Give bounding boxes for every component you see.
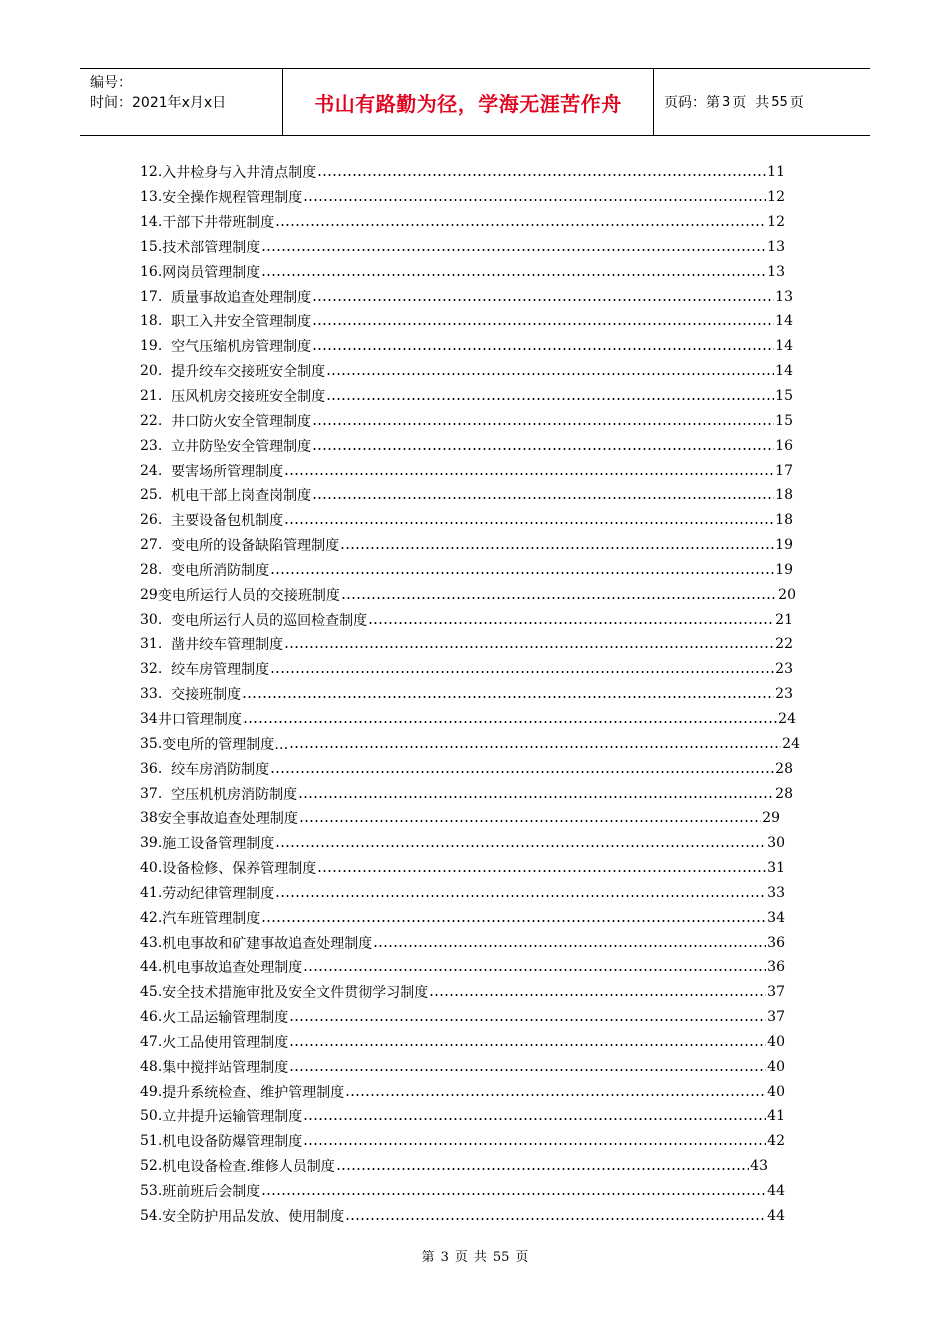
toc-entry-number: 50. [140,1108,163,1125]
toc-entry-title: 凿井绞车管理制度 [171,637,284,654]
toc-entry [140,359,793,384]
toc-leader-dots [270,572,774,574]
toc-entry [140,1030,785,1055]
toc-entry-page: 28 [775,785,793,802]
time-label: 时间： [90,95,132,111]
toc-leader-dots [275,895,766,897]
toc-entry-title: 空压机机房消防制度 [171,786,298,803]
toc-entry [140,930,785,955]
toc-entry-number: 36. [140,760,172,777]
toc-entry-title: 火工品使用管理制度 [162,1034,289,1051]
toc-entry [140,508,793,533]
toc-entry-number: 29 [140,586,158,603]
toc-entry-title: 机电设备检查.维修人员制度 [162,1159,335,1176]
toc-entry-number: 37. [140,785,172,802]
toc-entry-number: 15. [140,238,163,255]
toc-entry-page: 22 [775,636,793,653]
toc-leader-dots [243,721,777,723]
toc-entry-number: 44. [140,959,163,976]
toc-entry-page: 41 [767,1108,785,1125]
toc-entry-page: 13 [767,263,785,280]
toc-entry-number: 13. [140,189,163,206]
toc-entry-title: 入井检身与入井清点制度 [162,165,317,182]
toc-entry-title: 设备检修、保养管理制度 [162,861,317,878]
toc-leader-dots [289,1044,766,1046]
toc-entry-title: 技术部管理制度 [162,239,261,256]
toc-entry-title: 空气压缩机房管理制度 [171,339,312,356]
toc-leader-dots [261,274,766,276]
toc-entry-title: 安全技术措施审批及安全文件贯彻学习制度 [162,985,429,1002]
toc-leader-dots [284,473,774,475]
toc-leader-dots [298,796,774,798]
toc-entry-title: 安全防护用品发放、使用制度 [162,1208,345,1225]
toc-entry-page: 13 [775,288,793,305]
toc-entry-number: 45. [140,984,163,1001]
toc-entry-number: 49. [140,1083,163,1100]
toc-entry-number: 28. [140,561,172,578]
toc-leader-dots [284,646,774,648]
toc-entry-number: 19. [140,338,172,355]
toc-entry-number: 53. [140,1183,163,1200]
toc-entry-title: 安全操作规程管理制度 [162,190,303,207]
toc-entry [140,558,793,583]
motto-text: 书山有路勤为径，学海无涯苦作舟 [314,91,622,116]
toc-leader-dots [312,348,774,350]
toc-entry [140,657,793,682]
toc-leader-dots [299,820,761,822]
toc-entry-page: 16 [775,437,793,454]
toc-entry-number: 31. [140,636,172,653]
toc-leader-dots [261,920,766,922]
toc-entry-title: 汽车班管理制度 [162,910,261,927]
toc-entry-number: 32. [140,661,172,678]
toc-entry-page: 42 [767,1133,785,1150]
toc-entry [140,955,785,980]
toc-entry-number: 14. [140,214,163,231]
toc-leader-dots [312,299,774,301]
toc-entry-page: 15 [775,412,793,429]
toc-entry-title: 提升系统检查、维护管理制度 [162,1084,345,1101]
toc-entry-title: 机电事故和矿建事故追查处理制度 [162,935,373,952]
toc-entry-page: 13 [767,238,785,255]
toc-entry-number: 34 [140,710,158,727]
footer-suffix: 页 [515,1250,529,1265]
toc-leader-dots [261,249,766,251]
toc-leader-dots [289,1019,766,1021]
toc-entry-title: 机电事故追查处理制度 [162,960,303,977]
toc-leader-dots [341,597,777,599]
toc-entry [140,607,793,632]
toc-entry-title: 网岗员管理制度 [162,264,261,281]
page-total: 55 [771,94,788,110]
toc-leader-dots [303,969,766,971]
toc-leader-dots [270,671,774,673]
toc-entry-title: 井口防火安全管理制度 [171,413,312,430]
toc-entry-page: 18 [775,487,793,504]
toc-entry [140,408,793,433]
toc-entry-number: 26. [140,512,172,529]
toc-entry-number: 39. [140,835,163,852]
toc-leader-dots [312,423,774,425]
document-header [80,68,870,136]
toc-entry-title: 要害场所管理制度 [171,463,284,480]
toc-entry-page: 20 [778,586,796,603]
toc-entry-title: 主要设备包机制度 [171,513,284,530]
toc-entry-number: 38 [140,810,158,827]
toc-entry [140,1203,785,1228]
page-footer [0,1246,950,1265]
toc-entry [140,682,793,707]
toc-entry-page: 36 [767,934,785,951]
toc-entry-page: 15 [775,388,793,405]
toc-entry [140,781,793,806]
toc-leader-dots [312,448,774,450]
time-line [90,93,282,113]
toc-entry [140,533,793,558]
toc-leader-dots [242,696,774,698]
toc-entry-page: 29 [762,810,780,827]
toc-entry-page: 23 [775,686,793,703]
time-value: 2021年x月x日 [132,95,227,111]
toc-entry-page: 12 [767,189,785,206]
toc-entry-page: 14 [775,338,793,355]
toc-entry-number: 24. [140,462,172,479]
toc-entry [140,284,793,309]
toc-entry [140,1129,785,1154]
toc-entry-title: 立井提升运输管理制度 [162,1109,303,1126]
toc-entry-title: 安全事故追查处理制度 [157,811,298,828]
toc-leader-dots [261,1193,766,1195]
toc-entry [140,1079,785,1104]
toc-entry [140,980,785,1005]
toc-entry-page: 17 [775,462,793,479]
toc-leader-dots [312,323,774,325]
toc-entry-page: 14 [775,363,793,380]
toc-leader-dots [429,994,766,996]
table-of-contents [140,160,820,1228]
toc-entry-page: 19 [775,537,793,554]
toc-leader-dots [303,1118,766,1120]
toc-entry [140,707,796,732]
toc-entry-title: 变电所的管理制度… [162,736,289,753]
toc-entry [140,210,785,235]
toc-leader-dots [345,1094,766,1096]
header-page-info [654,69,870,135]
toc-entry [140,582,796,607]
toc-entry [140,880,785,905]
footer-mid1: 页 [454,1250,468,1265]
toc-entry-title: 变电所的设备缺陷管理制度 [171,538,340,555]
toc-entry-title: 压风机房交接班安全制度 [171,389,326,406]
toc-leader-dots [275,845,766,847]
toc-entry-page: 44 [767,1183,785,1200]
toc-entry-number: 23. [140,437,172,454]
toc-entry [140,806,780,831]
toc-leader-dots [336,1168,749,1170]
toc-entry-title: 班前班后会制度 [162,1184,261,1201]
toc-entry-page: 21 [775,611,793,628]
toc-entry-number: 18. [140,313,172,330]
page-prefix: 页码：第 [664,95,720,111]
toc-entry-page: 31 [767,860,785,877]
toc-leader-dots [326,398,774,400]
toc-entry-page: 37 [767,984,785,1001]
toc-entry [140,458,793,483]
toc-entry-title: 机电干部上岗查岗制度 [171,488,312,505]
toc-entry [140,1154,768,1179]
toc-entry-title: 职工入井安全管理制度 [171,314,312,331]
toc-entry-number: 48. [140,1058,163,1075]
toc-entry-number: 27. [140,537,172,554]
toc-entry-page: 24 [778,710,796,727]
toc-entry-number: 16. [140,263,163,280]
footer-current: 3 [440,1250,449,1265]
toc-entry [140,185,785,210]
footer-mid2: 共 [473,1250,487,1265]
toc-entry-title: 质量事故追查处理制度 [171,289,312,306]
toc-entry [140,831,785,856]
toc-entry-number: 42. [140,909,163,926]
page-current: 3 [722,94,731,110]
toc-entry-title: 变电所运行人员的交接班制度 [157,587,340,604]
toc-leader-dots [373,945,766,947]
toc-entry-page: 37 [767,1009,785,1026]
toc-leader-dots [289,1069,766,1071]
toc-entry-title: 集中搅拌站管理制度 [162,1059,289,1076]
toc-entry [140,235,785,260]
toc-entry [140,756,793,781]
toc-entry-page: 23 [775,661,793,678]
toc-entry-number: 51. [140,1133,163,1150]
toc-entry-page: 34 [767,909,785,926]
toc-entry-page: 33 [767,884,785,901]
toc-entry [140,334,793,359]
toc-entry-title: 火工品运输管理制度 [162,1010,289,1027]
toc-leader-dots [317,870,766,872]
toc-entry-number: 20. [140,363,172,380]
toc-entry-number: 25. [140,487,172,504]
toc-leader-dots [303,199,766,201]
toc-entry-title: 提升绞车交接班安全制度 [171,364,326,381]
toc-entry-number: 41. [140,884,163,901]
toc-entry-title: 劳动纪律管理制度 [162,885,275,902]
serial-line [90,73,282,93]
toc-entry-page: 12 [767,214,785,231]
toc-leader-dots [284,522,774,524]
toc-entry-title: 交接班制度 [171,687,242,704]
toc-leader-dots [303,1143,766,1145]
toc-entry-page: 44 [767,1207,785,1224]
toc-leader-dots [312,497,774,499]
toc-entry-page: 40 [767,1058,785,1075]
toc-entry-page: 19 [775,561,793,578]
toc-entry-number: 43. [140,934,163,951]
footer-prefix: 第 [421,1250,435,1265]
toc-entry-page: 43 [750,1158,768,1175]
toc-entry [140,433,793,458]
toc-entry [140,856,785,881]
toc-entry [140,483,793,508]
toc-entry-number: 54. [140,1207,163,1224]
toc-entry-number: 47. [140,1033,163,1050]
toc-entry-title: 立井防坠安全管理制度 [171,438,312,455]
toc-entry-number: 17. [140,288,172,305]
toc-entry-number: 21. [140,388,172,405]
toc-entry-title: 变电所运行人员的巡回检查制度 [171,612,368,629]
page-suffix: 页 [789,95,804,111]
toc-entry-page: 36 [767,959,785,976]
toc-entry-number: 46. [140,1009,163,1026]
footer-total: 55 [492,1250,510,1265]
toc-entry [140,259,785,284]
toc-entry-title: 机电设备防爆管理制度 [162,1134,303,1151]
toc-entry [140,1054,785,1079]
toc-leader-dots [275,224,766,226]
toc-entry-page: 14 [775,313,793,330]
toc-entry [140,160,785,185]
toc-entry-page: 24 [782,735,800,752]
toc-entry-number: 22. [140,412,172,429]
toc-entry-number: 12. [140,164,163,181]
toc-entry-title: 施工设备管理制度 [162,836,275,853]
toc-entry-page: 28 [775,760,793,777]
page-mid: 页 共 [732,95,770,111]
toc-entry [140,1005,785,1030]
toc-entry-title: 绞车房消防制度 [171,761,270,778]
toc-entry-number: 33. [140,686,172,703]
toc-leader-dots [317,174,766,176]
toc-leader-dots [345,1218,766,1220]
serial-label: 编号： [90,75,132,91]
toc-entry [140,632,793,657]
header-motto [282,69,654,135]
toc-entry-title: 绞车房管理制度 [171,662,270,679]
toc-entry [140,1104,785,1129]
toc-leader-dots [368,622,774,624]
toc-leader-dots [326,373,774,375]
toc-entry-page: 11 [767,164,785,181]
toc-entry [140,905,785,930]
toc-entry [140,309,793,334]
toc-entry-title: 变电所消防制度 [171,562,270,579]
toc-entry-number: 40. [140,860,163,877]
toc-entry-page: 18 [775,512,793,529]
toc-entry-number: 52. [140,1158,163,1175]
toc-entry-page: 40 [767,1083,785,1100]
toc-entry [140,731,800,756]
toc-entry [140,1179,785,1204]
toc-entry-number: 35. [140,735,163,752]
toc-leader-dots [340,547,774,549]
toc-leader-dots [289,746,781,748]
toc-leader-dots [270,771,774,773]
toc-entry-title: 干部下井带班制度 [162,215,275,232]
toc-entry-title: 井口管理制度 [157,711,242,728]
header-meta [80,69,282,135]
toc-entry-page: 40 [767,1033,785,1050]
toc-entry-number: 30. [140,611,172,628]
toc-entry-page: 30 [767,835,785,852]
toc-entry [140,384,793,409]
